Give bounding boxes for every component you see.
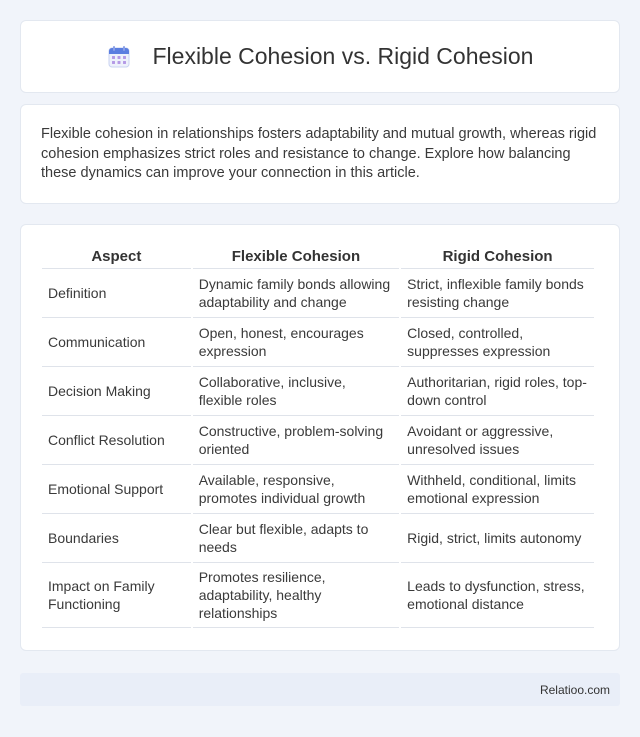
row-aspect: Decision Making <box>42 367 191 416</box>
row-flexible: Clear but flexible, adapts to needs <box>193 514 399 563</box>
table-header-row <box>42 245 594 269</box>
row-aspect: Impact on Family Functioning <box>42 563 191 628</box>
row-aspect: Conflict Resolution <box>42 416 191 465</box>
table-row <box>42 318 594 367</box>
row-rigid: Leads to dysfunction, stress, emotional distance <box>401 563 594 628</box>
table-row <box>42 269 594 318</box>
table-row <box>42 416 594 465</box>
row-rigid: Rigid, strict, limits autonomy <box>401 514 594 563</box>
row-rigid: Avoidant or aggressive, unresolved issues <box>401 416 594 465</box>
row-rigid: Withheld, conditional, limits emotional expression <box>401 465 594 514</box>
table-row <box>42 367 594 416</box>
title-card <box>20 20 620 93</box>
intro-text: Flexible cohesion in relationships fosters adaptability and mutual growth, whereas rigid cohesion emphasizes strict roles and resistance to change. Explore how balancing these dynamics can improve your connection in this article. <box>41 126 597 181</box>
row-aspect: Boundaries <box>42 514 191 563</box>
row-aspect: Communication <box>42 318 191 367</box>
footer-brand[interactable]: Relatioo.com <box>539 682 610 697</box>
row-aspect: Definition <box>42 269 191 318</box>
row-flexible: Open, honest, encourages expression <box>193 318 399 367</box>
comparison-table <box>40 245 596 628</box>
page-title: Flexible Cohesion vs. Rigid Cohesion <box>152 43 534 69</box>
title-wrap <box>107 43 534 70</box>
header-rigid: Rigid Cohesion <box>401 245 594 269</box>
footer <box>20 673 620 706</box>
row-rigid: Authoritarian, rigid roles, top-down control <box>401 367 594 416</box>
table-row <box>42 563 594 628</box>
intro-card <box>20 104 620 204</box>
calendar-icon <box>107 45 131 69</box>
row-flexible: Collaborative, inclusive, flexible roles <box>193 367 399 416</box>
header-aspect: Aspect <box>42 245 191 269</box>
row-rigid: Strict, inflexible family bonds resisting change <box>401 269 594 318</box>
table-row <box>42 514 594 563</box>
row-flexible: Promotes resilience, adaptability, healthy relationships <box>193 563 399 628</box>
table-row <box>42 465 594 514</box>
row-aspect: Emotional Support <box>42 465 191 514</box>
row-flexible: Available, responsive, promotes individual growth <box>193 465 399 514</box>
row-flexible: Constructive, problem-solving oriented <box>193 416 399 465</box>
row-rigid: Closed, controlled, suppresses expression <box>401 318 594 367</box>
comparison-card <box>20 224 620 651</box>
row-flexible: Dynamic family bonds allowing adaptability and change <box>193 269 399 318</box>
header-flexible: Flexible Cohesion <box>193 245 399 269</box>
